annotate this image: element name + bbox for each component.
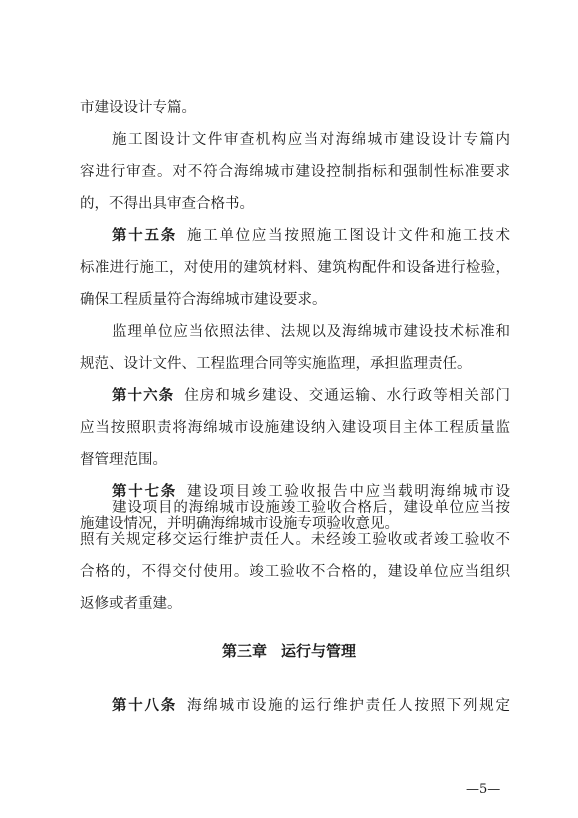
paragraph-line: 市建设设计专篇。 — [80, 100, 196, 116]
paragraph-line: 应当按照职责将海绵城市设施建设纳入建设项目主体工程质量监 — [80, 420, 510, 436]
article-18-line: 第十八条 海绵城市设施的运行维护责任人按照下列规定 — [112, 697, 511, 714]
paragraph-line: 施工图设计文件审查机构应当对海绵城市建设设计专篇内 — [112, 132, 510, 148]
paragraph-line: 返修或者重建。 — [80, 596, 182, 612]
page-number: —5— — [466, 782, 501, 797]
paragraph-line: 建设项目的海绵城市设施竣工验收合格后，建设单位应当按 — [112, 500, 510, 516]
article-16-line: 第十六条 住房和城乡建设、交通运输、水行政等相关部门 — [112, 387, 510, 404]
article-17-line: 第十七条 建设项目竣工验收报告中应当载明海绵城市设 — [112, 483, 511, 500]
paragraph-line: 容进行审查。对不符合海绵城市建设控制指标和强制性标准要求 — [80, 164, 510, 180]
chapter-heading — [0, 641, 578, 661]
article-15-line: 第十五条 施工单位应当按照施工图设计文件和施工技术 — [112, 227, 511, 244]
article-15-heading: 第十五条 — [112, 227, 177, 244]
chapter-number: 第三章 — [221, 642, 267, 660]
paragraph-line: 照有关规定移交运行维护责任人。未经竣工验收或者竣工验收不 — [80, 532, 510, 548]
article-18-heading: 第十八条 — [112, 697, 177, 714]
paragraph-line: 监理单位应当依照法律、法规以及海绵城市建设技术标准和 — [112, 324, 510, 340]
article-17-heading: 第十七条 — [112, 483, 177, 500]
article-16-heading: 第十六条 — [112, 387, 175, 404]
paragraph-line: 的，不得出具审查合格书。 — [80, 196, 254, 212]
paragraph-line: 合格的，不得交付使用。竣工验收不合格的，建设单位应当组织 — [80, 564, 510, 580]
paragraph-line: 确保工程质量符合海绵城市建设要求。 — [80, 292, 327, 308]
paragraph-line: 标准进行施工，对使用的建筑材料、建筑构配件和设备进行检验， — [80, 260, 510, 276]
paragraph-line: 施建设情况，并明确海绵城市设施专项验收意见。 — [80, 516, 399, 532]
paragraph-line: 督管理范围。 — [80, 452, 167, 468]
chapter-title: 运行与管理 — [281, 642, 357, 660]
paragraph-line: 规范、设计文件、工程监理合同等实施监理，承担监理责任。 — [80, 356, 472, 372]
